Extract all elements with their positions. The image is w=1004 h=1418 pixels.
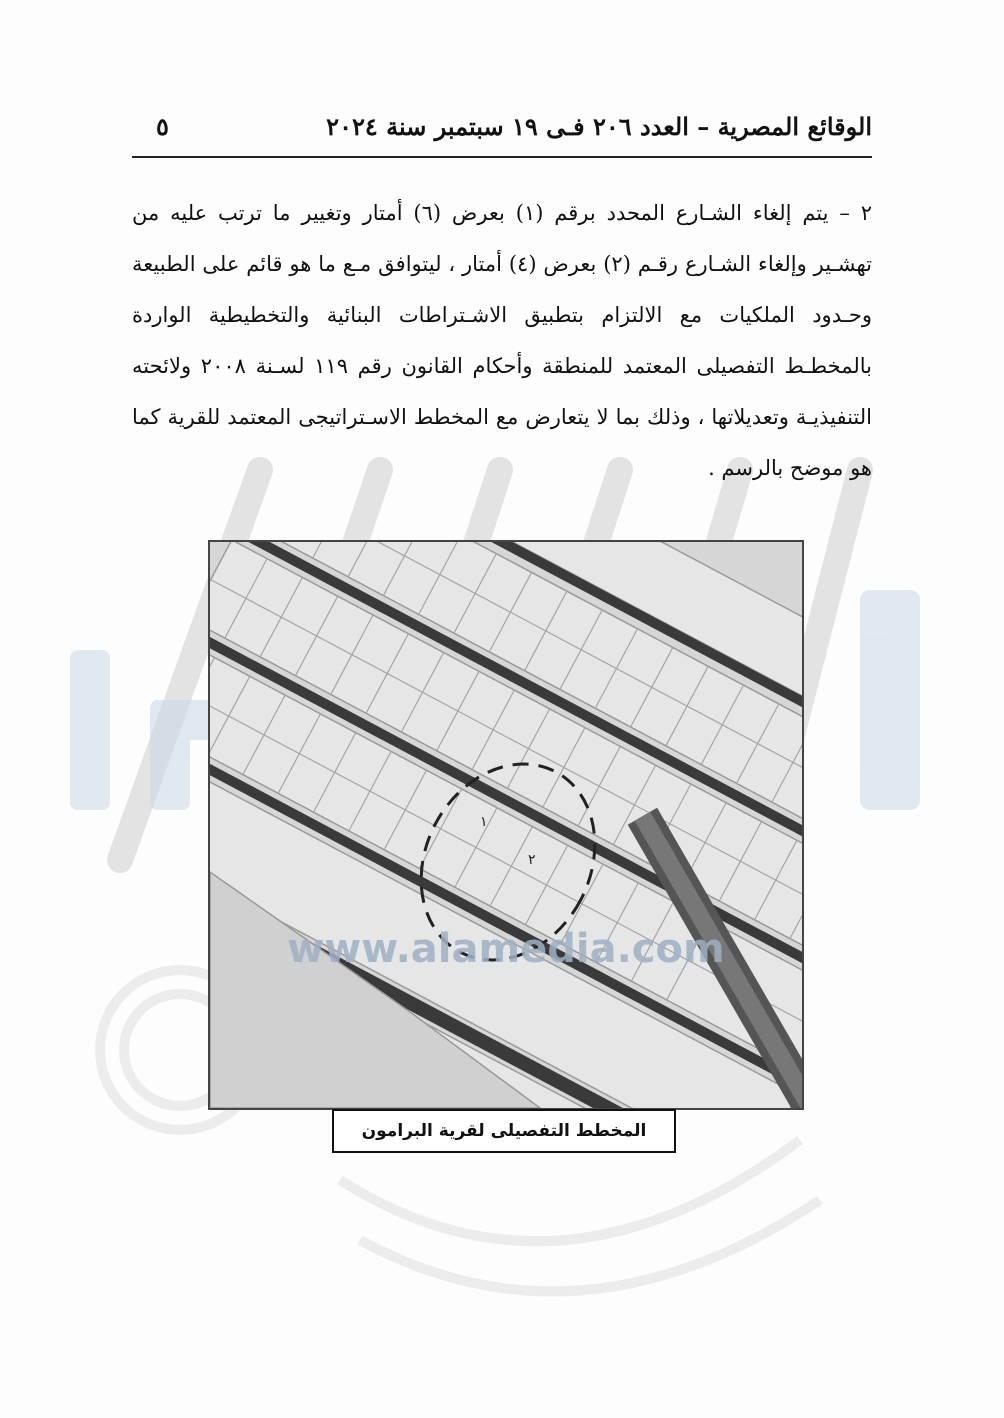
detailed-plan-map [208,540,804,1110]
page-header [132,108,872,154]
map-watermark-url: www.alamedia.com [287,926,725,972]
body-text [132,188,872,494]
header-title: الوقائع المصرية – العدد ٢٠٦ فـى ١٩ سبتمبر سنة ٢٠٢٤ [326,112,872,141]
map-drawing [210,542,802,1108]
header-divider [132,156,872,158]
paragraph: ٢ – يتم إلغاء الشـارع المحدد برقم (١) بعرض (٦) أمتار وتغيير ما ترتب عليه من تهشـير وإلغاء الشـارع رقـم (٢) بعرض (٤) أمتار ، ليتوافق مـع ما هو قائم على الطبيعة وحـدود الملكيات مع الالتزام بتطبيق الاشـتراطات البنائية والتخطيطية الواردة بالمخطـط التفصيلى المعتمد للمنطقة وأحكام القانون رقم ١١٩ لسـنة ٢٠٠٨ ولائحته التنفيذيـة وتعديلاتها ، وذلك بما لا يتعارض مع المخطط الاسـتراتيجى المعتمد للقرية كما هو موضح بالرسم . [132,201,873,480]
map-label-1: ١ [480,814,488,830]
page-number: ٥ [156,112,169,141]
figure-caption: المخطط التفصيلى لقرية البرامون [332,1109,676,1153]
map-label-2: ٢ [528,852,536,868]
